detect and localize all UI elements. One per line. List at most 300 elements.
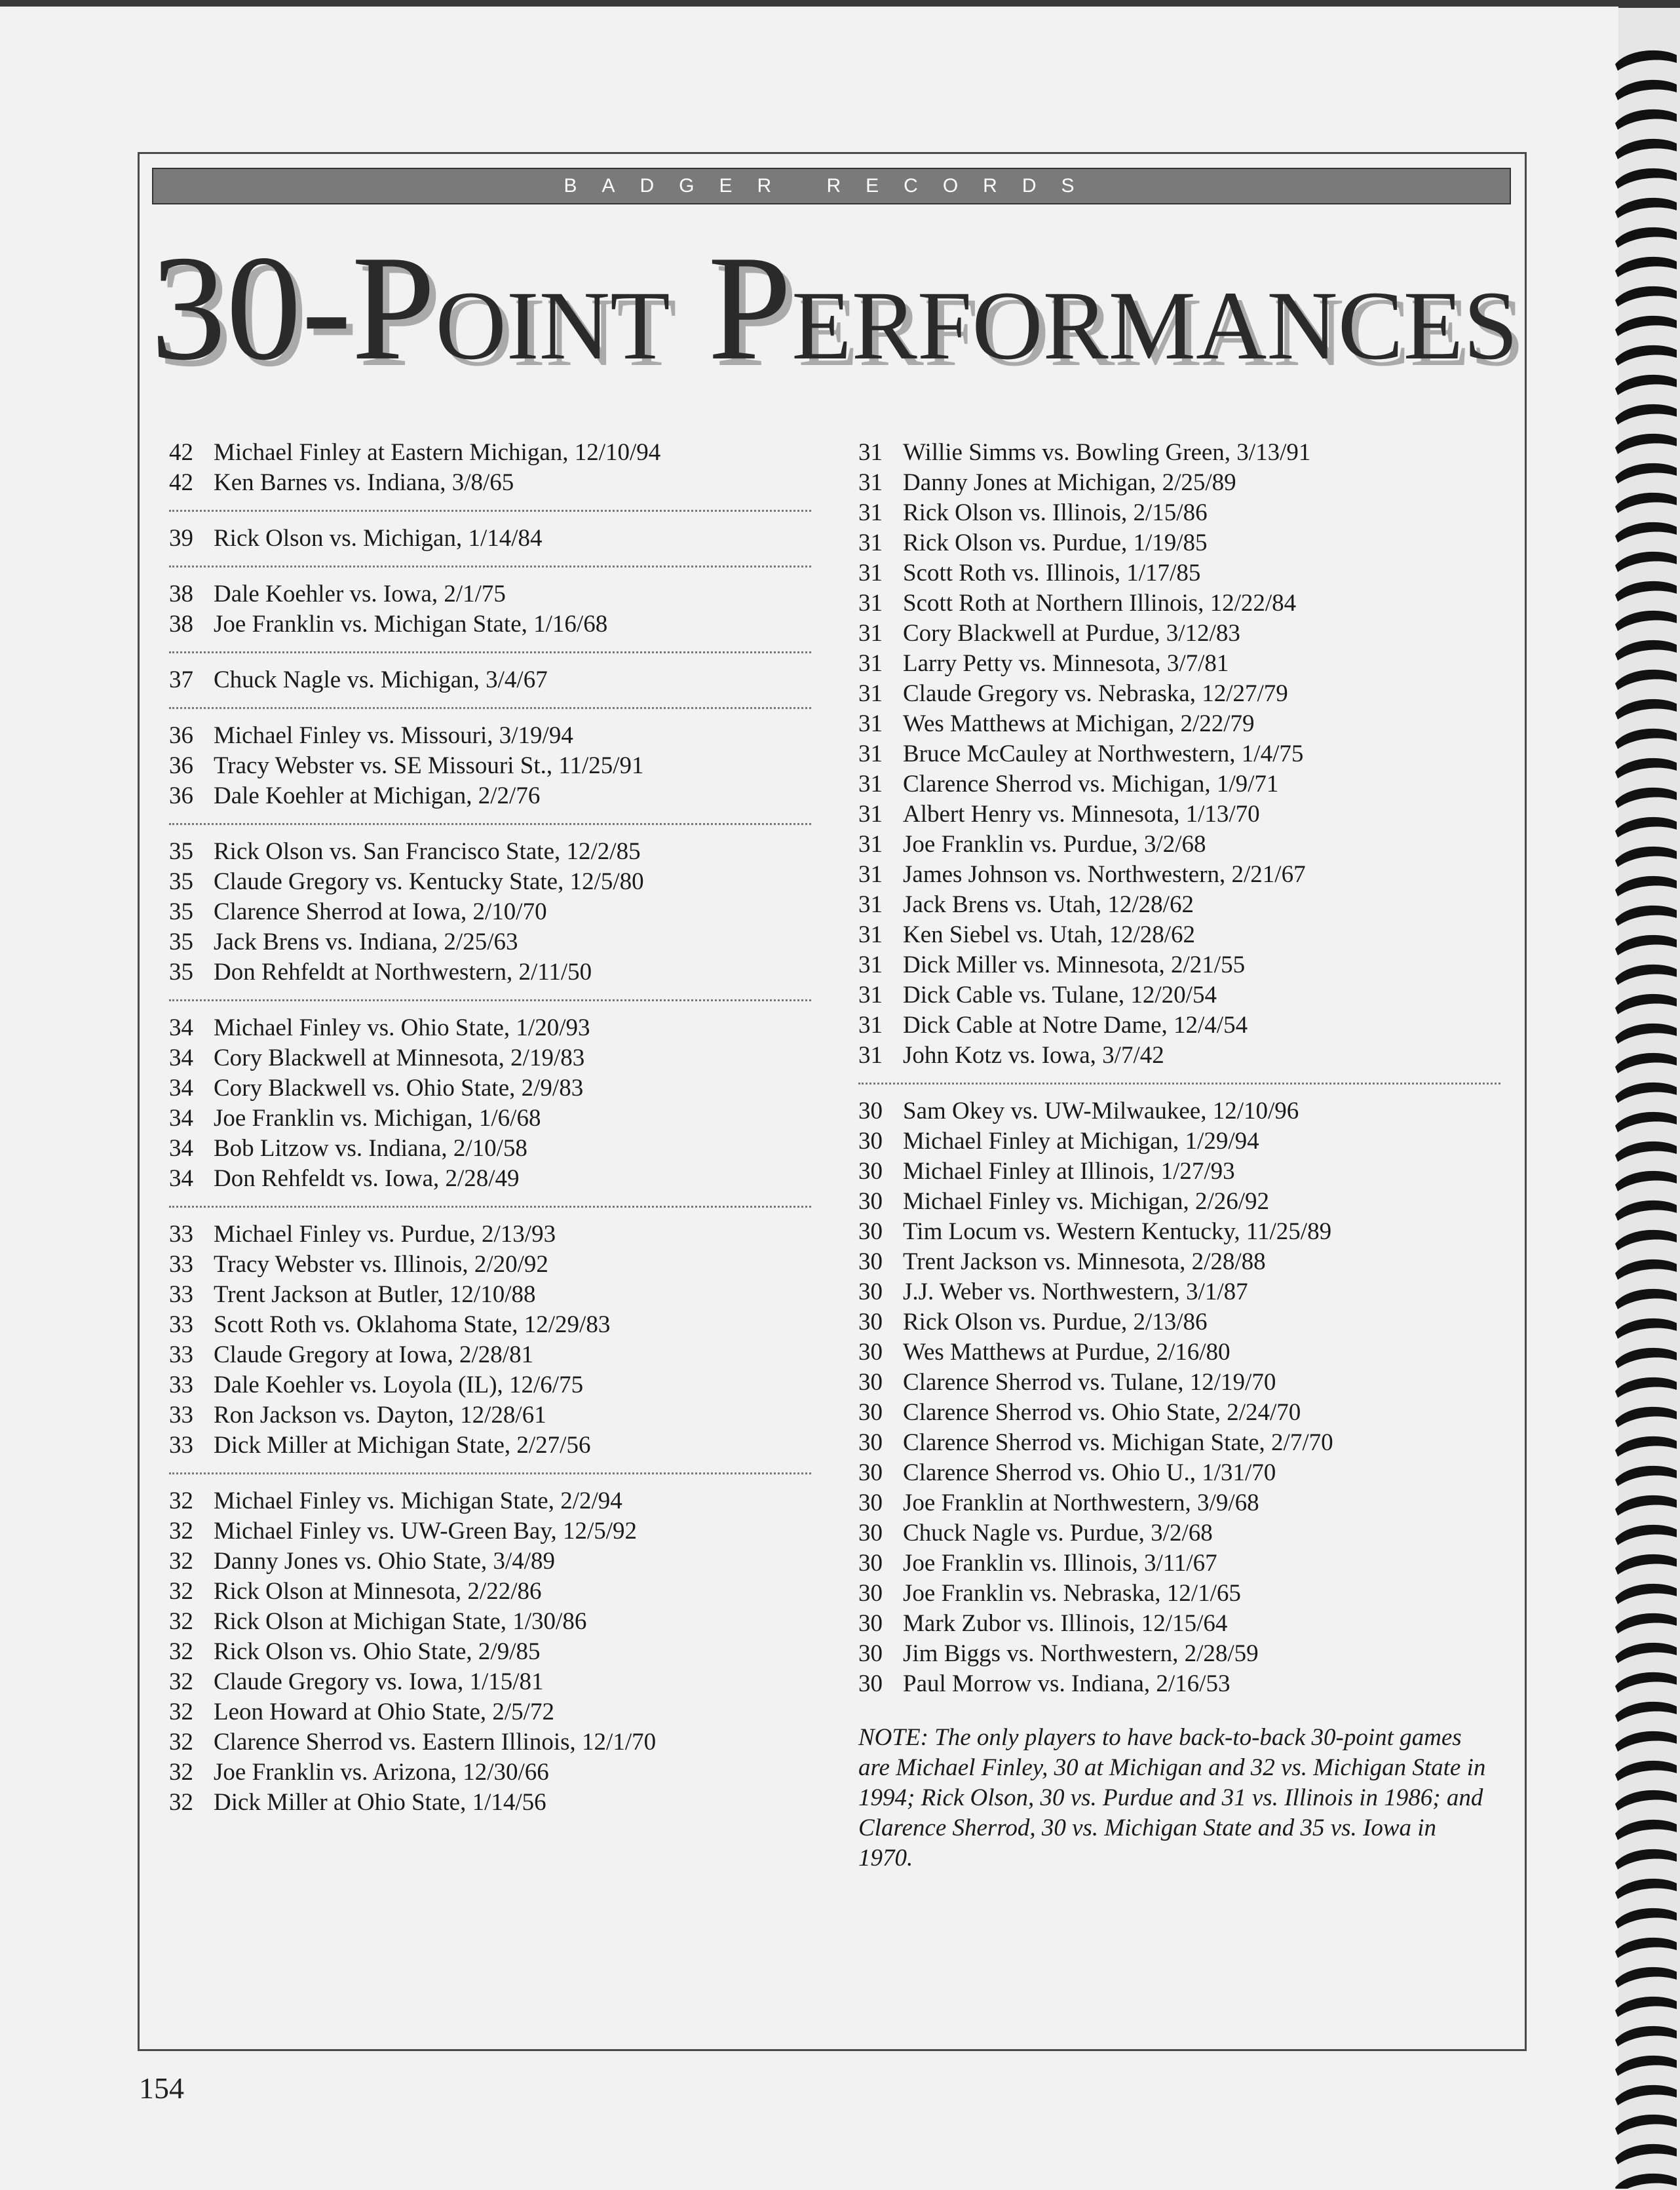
spiral-coil [1615,109,1677,130]
record-description: Joe Franklin at Northwestern, 3/9/68 [903,1489,1259,1516]
spiral-coil [1615,1879,1677,1899]
record-row [858,799,1500,830]
record-description: J.J. Weber vs. Northwestern, 3/1/87 [903,1278,1248,1305]
spiral-coil [1615,1790,1677,1811]
record-points: 31 [858,951,883,978]
record-row [858,679,1500,709]
record-row [169,1788,811,1818]
spiral-coil [1615,2056,1677,2076]
spiral-coil [1615,1613,1677,1634]
record-points: 34 [169,1105,193,1132]
spiral-coil [1615,1112,1677,1132]
record-row [858,920,1500,950]
record-row [169,1043,811,1073]
record-description: Wes Matthews at Purdue, 2/16/80 [903,1339,1231,1366]
record-row [169,927,811,957]
record-row [858,438,1500,468]
record-description: Leon Howard at Ohio State, 2/5/72 [214,1699,554,1725]
group-divider [169,1472,811,1474]
record-points: 31 [858,1012,883,1039]
record-row [169,1431,811,1461]
record-description: Chuck Nagle vs. Purdue, 3/2/68 [903,1520,1213,1546]
page-number: 154 [139,2071,184,2105]
spiral-coil [1615,670,1677,690]
record-points: 33 [169,1281,193,1308]
record-description: Bruce McCauley at Northwestern, 1/4/75 [903,740,1304,767]
record-description: Clarence Sherrod vs. Eastern Illinois, 12/1/70 [214,1729,657,1756]
record-description: Michael Finley at Michigan, 1/29/94 [903,1128,1259,1155]
record-row [858,860,1500,890]
record-points: 32 [169,1759,193,1786]
record-points: 31 [858,771,883,797]
record-row [169,1104,811,1134]
record-description: Willie Simms vs. Bowling Green, 3/13/91 [903,439,1311,466]
record-points: 31 [858,831,883,858]
record-description: Dick Cable at Notre Dame, 12/4/54 [903,1012,1248,1039]
record-description: Rick Olson at Michigan State, 1/30/86 [214,1608,587,1635]
record-description: Jack Brens vs. Indiana, 2/25/63 [214,929,518,955]
record-points: 34 [169,1135,193,1162]
spiral-coil [1615,2115,1677,2135]
record-row [858,1247,1500,1277]
record-description: Larry Petty vs. Minnesota, 3/7/81 [903,650,1229,677]
record-points: 30 [858,1640,883,1667]
spiral-coil [1615,316,1677,336]
spiral-coil [1615,139,1677,159]
record-points: 31 [858,680,883,707]
record-points: 31 [858,499,883,526]
record-description: Jim Biggs vs. Northwestern, 2/28/59 [903,1640,1259,1667]
record-points: 30 [858,1610,883,1637]
record-points: 31 [858,529,883,556]
record-description: Don Rehfeldt at Northwestern, 2/11/50 [214,959,592,986]
record-row [169,1637,811,1667]
spiral-coil [1615,1171,1677,1191]
record-description: Rick Olson vs. Purdue, 2/13/86 [903,1309,1208,1335]
spiral-coil [1615,1348,1677,1368]
footnote: NOTE: The only players to have back-to-back 30-point games are Michael Finley, 30 at Michigan and 32 vs. Michigan State in 1994; Rick Olson, 30 vs. Purdue and 31 vs. Illinois in 1986; and Clarence Sherrod, 30 vs. Michigan State and 35 vs. Iowa in 1970. [858,1724,1486,1872]
record-row [858,1548,1500,1579]
record-points: 32 [169,1548,193,1575]
record-row [169,1667,811,1697]
record-row [169,1400,811,1431]
record-points: 30 [858,1339,883,1366]
spiral-coil [1615,1731,1677,1752]
record-description: Clarence Sherrod vs. Michigan State, 2/7/70 [903,1429,1333,1456]
record-row [169,665,811,695]
record-points: 31 [858,469,883,496]
record-description: Danny Jones at Michigan, 2/25/89 [903,469,1236,496]
record-points: 33 [169,1311,193,1338]
record-row [858,1398,1500,1428]
spiral-coil [1615,1938,1677,1958]
spiral-coil [1615,788,1677,808]
record-description: Michael Finley vs. Missouri, 3/19/94 [214,722,573,749]
record-row [169,1370,811,1400]
record-row [858,1307,1500,1337]
record-description: Joe Franklin vs. Illinois, 3/11/67 [903,1550,1217,1577]
record-description: Dale Koehler at Michigan, 2/2/76 [214,782,541,809]
record-row [169,1340,811,1370]
record-points: 35 [169,929,193,955]
record-row [169,867,811,897]
spiral-coil [1615,1289,1677,1309]
record-row [858,1368,1500,1398]
record-description: Dick Miller at Michigan State, 2/27/56 [214,1432,591,1459]
record-description: Rick Olson at Minnesota, 2/22/86 [214,1578,542,1605]
record-points: 31 [858,710,883,737]
spiral-coil [1615,847,1677,867]
record-row [858,1337,1500,1368]
spiral-coil [1615,1230,1677,1250]
spiral-coil [1615,434,1677,454]
record-points: 30 [858,1429,883,1456]
spiral-coil [1615,965,1677,985]
spiral-coil [1615,1820,1677,1840]
record-description: Ken Barnes vs. Indiana, 3/8/65 [214,469,514,496]
record-description: Claude Gregory vs. Nebraska, 12/27/79 [903,680,1288,707]
record-description: Paul Morrow vs. Indiana, 2/16/53 [903,1670,1231,1697]
record-row [858,1669,1500,1699]
record-row [858,709,1500,739]
record-row [858,498,1500,528]
spiral-coil [1615,1053,1677,1073]
record-points: 32 [169,1608,193,1635]
record-points: 30 [858,1459,883,1486]
spiral-coil [1615,994,1677,1014]
spiral-coil [1615,1436,1677,1457]
record-row [858,739,1500,769]
record-row [169,579,811,609]
group-divider [169,707,811,709]
record-row [169,1250,811,1280]
spiral-coil [1615,404,1677,425]
spiral-coil [1615,1466,1677,1486]
spiral-coil [1615,2085,1677,2105]
spiral-coil [1615,552,1677,572]
spiral-coil [1615,1761,1677,1781]
record-points: 31 [858,560,883,586]
spiral-coil [1615,729,1677,749]
record-row [169,1758,811,1788]
record-row [858,980,1500,1010]
record-description: John Kotz vs. Iowa, 3/7/42 [903,1042,1164,1069]
record-points: 34 [169,1014,193,1041]
record-row [858,1010,1500,1041]
record-description: Michael Finley vs. UW-Green Bay, 12/5/92 [214,1518,638,1545]
record-description: Joe Franklin vs. Nebraska, 12/1/65 [903,1580,1241,1607]
spiral-coil [1615,935,1677,955]
record-row [169,781,811,811]
record-row [169,1164,811,1194]
spiral-coil [1615,1024,1677,1044]
spiral-coil [1615,699,1677,720]
record-points: 30 [858,1369,883,1396]
spiral-coil [1615,168,1677,189]
record-points: 32 [169,1668,193,1695]
record-description: Clarence Sherrod vs. Ohio U., 1/31/70 [903,1459,1276,1486]
record-description: Trent Jackson at Butler, 12/10/88 [214,1281,536,1308]
record-description: Tracy Webster vs. Illinois, 2/20/92 [214,1251,548,1278]
record-description: Joe Franklin vs. Michigan State, 1/16/68 [214,611,608,638]
record-points: 30 [858,1278,883,1305]
record-description: Scott Roth at Northern Illinois, 12/22/84 [903,590,1297,617]
spiral-coil [1615,1849,1677,1870]
points-group [169,1486,811,1818]
record-row [169,438,811,468]
record-row [858,1126,1500,1157]
record-row [169,1727,811,1758]
spiral-coil [1615,522,1677,543]
points-group [169,1013,811,1194]
record-description: Mark Zubor vs. Illinois, 12/15/64 [903,1610,1228,1637]
record-description: Dick Miller at Ohio State, 1/14/56 [214,1789,546,1816]
record-points: 31 [858,1042,883,1069]
record-description: Dale Koehler vs. Iowa, 2/1/75 [214,581,506,607]
record-description: Michael Finley vs. Ohio State, 1/20/93 [214,1014,590,1041]
record-points: 32 [169,1729,193,1756]
record-points: 34 [169,1075,193,1102]
record-description: Trent Jackson vs. Minnesota, 2/28/88 [903,1248,1266,1275]
record-description: Clarence Sherrod vs. Michigan, 1/9/71 [903,771,1279,797]
group-divider [169,823,811,825]
record-points: 32 [169,1578,193,1605]
points-group [169,837,811,988]
record-row [858,1609,1500,1639]
record-row [858,528,1500,558]
spiral-coil [1615,198,1677,218]
record-description: Rick Olson vs. Michigan, 1/14/84 [214,525,543,552]
spiral-coil [1615,906,1677,926]
record-points: 33 [169,1341,193,1368]
record-description: Bob Litzow vs. Indiana, 2/10/58 [214,1135,527,1162]
record-points: 33 [169,1221,193,1248]
record-row [858,558,1500,588]
record-row [169,721,811,751]
page-title [151,224,1518,404]
spiral-coil [1615,257,1677,277]
record-description: Dick Cable vs. Tulane, 12/20/54 [903,982,1217,1009]
record-points: 33 [169,1251,193,1278]
record-row [858,1277,1500,1307]
spiral-coil [1615,1643,1677,1663]
record-points: 30 [858,1309,883,1335]
record-row [858,769,1500,799]
record-description: Clarence Sherrod vs. Tulane, 12/19/70 [903,1369,1276,1396]
record-points: 31 [858,650,883,677]
record-description: Don Rehfeldt vs. Iowa, 2/28/49 [214,1165,520,1192]
spiral-coil [1615,227,1677,248]
right-records-column [858,438,1500,1873]
record-points: 31 [858,740,883,767]
record-points: 30 [858,1218,883,1245]
record-description: Cory Blackwell at Purdue, 3/12/83 [903,620,1240,647]
spiral-coil [1615,50,1677,71]
spiral-coil [1615,2144,1677,2164]
record-row [169,1546,811,1577]
record-points: 31 [858,982,883,1009]
spiral-coil [1615,345,1677,366]
record-points: 30 [858,1098,883,1124]
record-description: Dick Miller vs. Minnesota, 2/21/55 [903,951,1246,978]
record-points: 30 [858,1580,883,1607]
points-group [169,665,811,695]
record-row [858,1579,1500,1609]
record-description: Michael Finley vs. Purdue, 2/13/93 [214,1221,556,1248]
record-row [169,1073,811,1104]
record-row [169,1577,811,1607]
record-points: 32 [169,1488,193,1514]
record-description: Michael Finley vs. Michigan, 2/26/92 [903,1188,1270,1215]
record-points: 30 [858,1489,883,1516]
record-row [169,837,811,867]
record-points: 34 [169,1165,193,1192]
spiral-coil [1615,2174,1677,2189]
record-row [858,619,1500,649]
record-points: 32 [169,1638,193,1665]
spiral-coil [1615,1967,1677,1988]
record-row [169,1516,811,1546]
record-description: Cory Blackwell at Minnesota, 2/19/83 [214,1045,585,1071]
record-description: Michael Finley vs. Michigan State, 2/2/94 [214,1488,622,1514]
record-description: Scott Roth vs. Oklahoma State, 12/29/83 [214,1311,611,1338]
points-group [858,438,1500,1071]
record-row [858,468,1500,498]
record-description: Danny Jones vs. Ohio State, 3/4/89 [214,1548,556,1575]
record-row [858,1488,1500,1518]
spiral-coil [1615,640,1677,661]
record-description: Joe Franklin vs. Purdue, 3/2/68 [903,831,1206,858]
record-points: 33 [169,1402,193,1429]
record-row [858,1096,1500,1126]
spiral-coil [1615,758,1677,778]
spiral-coil [1615,817,1677,837]
points-group [858,1096,1500,1699]
spiral-coil [1615,1997,1677,2017]
record-points: 36 [169,782,193,809]
record-description: Jack Brens vs. Utah, 12/28/62 [903,891,1194,918]
record-description: Clarence Sherrod vs. Ohio State, 2/24/70 [903,1399,1301,1426]
section-banner: BADGER RECORDS [152,168,1511,204]
title-word1-rest: OINT [435,271,670,380]
spiral-coil [1615,1495,1677,1516]
record-points: 35 [169,868,193,895]
record-points: 31 [858,861,883,888]
title-word2-rest: ERFORMANCES [792,271,1518,380]
spiral-coil [1615,1407,1677,1427]
record-points: 31 [858,921,883,948]
left-records-column [169,438,811,1818]
record-row [169,609,811,640]
record-description: Albert Henry vs. Minnesota, 1/13/70 [903,801,1260,828]
record-row [858,1518,1500,1548]
record-points: 38 [169,581,193,607]
record-row [169,1134,811,1164]
record-points: 39 [169,525,193,552]
record-points: 30 [858,1188,883,1215]
group-divider [169,999,811,1001]
points-group [169,438,811,498]
title-number: 30- [151,224,352,391]
spiral-coil [1615,286,1677,307]
record-points: 36 [169,722,193,749]
record-row [169,1697,811,1727]
record-row [858,1458,1500,1488]
spiral-coil [1615,1201,1677,1221]
record-row [169,1220,811,1250]
record-description: Clarence Sherrod at Iowa, 2/10/70 [214,898,547,925]
record-description: Tim Locum vs. Western Kentucky, 11/25/89 [903,1218,1332,1245]
record-points: 32 [169,1699,193,1725]
record-row [169,1280,811,1310]
record-points: 30 [858,1670,883,1697]
record-description: Scott Roth vs. Illinois, 1/17/85 [903,560,1201,586]
points-group [169,524,811,554]
record-row [858,588,1500,619]
record-points: 30 [858,1550,883,1577]
spiral-coil [1615,1259,1677,1280]
record-description: Joe Franklin vs. Arizona, 12/30/66 [214,1759,549,1786]
spiral-coil [1615,1702,1677,1722]
record-description: Claude Gregory vs. Iowa, 1/15/81 [214,1668,544,1695]
record-points: 34 [169,1045,193,1071]
points-group [169,579,811,640]
record-description: Michael Finley at Eastern Michigan, 12/10/94 [214,439,661,466]
record-description: Dale Koehler vs. Loyola (IL), 12/6/75 [214,1372,584,1398]
spiral-coil [1615,1142,1677,1162]
record-points: 32 [169,1518,193,1545]
spiral-coil [1615,375,1677,395]
record-points: 31 [858,891,883,918]
spiral-coil [1615,1554,1677,1575]
title-word1-initial: P [351,224,436,391]
group-divider [858,1083,1500,1085]
spiral-coil [1615,80,1677,100]
record-points: 30 [858,1128,883,1155]
record-points: 37 [169,666,193,693]
spiral-coil [1615,493,1677,513]
record-points: 38 [169,611,193,638]
record-points: 42 [169,469,193,496]
record-row [858,1217,1500,1247]
record-row [169,468,811,498]
title-word2-initial: P [708,224,792,391]
record-points: 31 [858,439,883,466]
spiral-coil [1615,611,1677,631]
spiral-coil [1615,463,1677,484]
record-row [169,897,811,927]
record-description: Claude Gregory at Iowa, 2/28/81 [214,1341,534,1368]
spiral-coil [1615,1083,1677,1103]
record-row [169,1607,811,1637]
record-row [169,1013,811,1043]
record-description: Ken Siebel vs. Utah, 12/28/62 [903,921,1196,948]
record-points: 30 [858,1520,883,1546]
record-row [858,649,1500,679]
record-description: Claude Gregory vs. Kentucky State, 12/5/80 [214,868,644,895]
record-points: 31 [858,620,883,647]
record-points: 35 [169,898,193,925]
record-description: Ron Jackson vs. Dayton, 12/28/61 [214,1402,546,1429]
group-divider [169,510,811,512]
record-description: Rick Olson vs. Ohio State, 2/9/85 [214,1638,541,1665]
record-points: 31 [858,590,883,617]
record-description: Joe Franklin vs. Michigan, 1/6/68 [214,1105,541,1132]
record-points: 30 [858,1248,883,1275]
record-points: 33 [169,1432,193,1459]
record-description: Michael Finley at Illinois, 1/27/93 [903,1158,1235,1185]
record-row [858,890,1500,920]
